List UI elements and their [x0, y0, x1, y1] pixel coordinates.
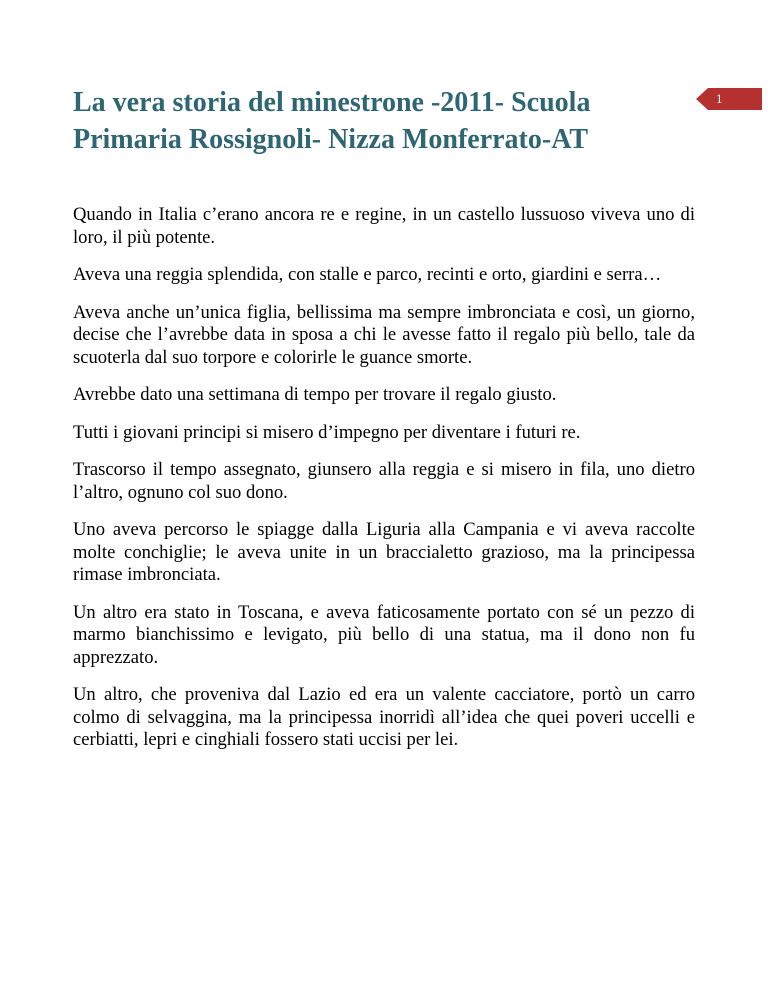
document-title: La vera storia del minestrone -2011- Scuola Primaria Rossignoli- Nizza Monferrato-AT	[73, 87, 591, 155]
paragraph: Un altro, che proveniva dal Lazio ed era un valente cacciatore, portò un carro colmo di selvaggina, ma la principessa inorridì all’idea che quei poveri uccelli e cerbiatti, lepri e cinghiali fossero stati uccisi per lei.	[73, 684, 695, 750]
paragraph: Aveva una reggia splendida, con stalle e parco, recinti e orto, giardini e serra…	[73, 264, 662, 285]
paragraph: Quando in Italia c’erano ancora re e regine, in un castello lussuoso viveva uno di loro, il più potente.	[73, 204, 695, 248]
document-body	[73, 204, 695, 767]
page-number: 1	[716, 91, 723, 106]
paragraph: Avrebbe dato una settimana di tempo per trovare il regalo giusto.	[73, 384, 557, 405]
paragraph: Tutti i giovani principi si misero d’impegno per diventare i futuri re.	[73, 421, 581, 443]
paragraph: Aveva anche un’unica figlia, bellissima ma sempre imbronciata e così, un giorno, decise che l’avrebbe data in sposa a chi le avesse fatto il regalo più bello, tale da scuoterla dal suo torpore e colorirle le guance smorte.	[73, 301, 695, 368]
paragraph: Un altro era stato in Toscana, e aveva faticosamente portato con sé un pezzo di marmo bianchissimo e levigato, più bello di una statua, ma il dono non fu apprezzato.	[73, 601, 695, 668]
paragraph: Uno aveva percorso le spiagge dalla Liguria alla Campania e vi aveva raccolte molte conchiglie; le aveva unite in un braccialetto grazioso, ma la principessa rimase imbronciata.	[73, 519, 695, 585]
paragraph: Trascorso il tempo assegnato, giunsero alla reggia e si misero in fila, uno dietro l’altro, ognuno col suo dono.	[73, 459, 695, 503]
